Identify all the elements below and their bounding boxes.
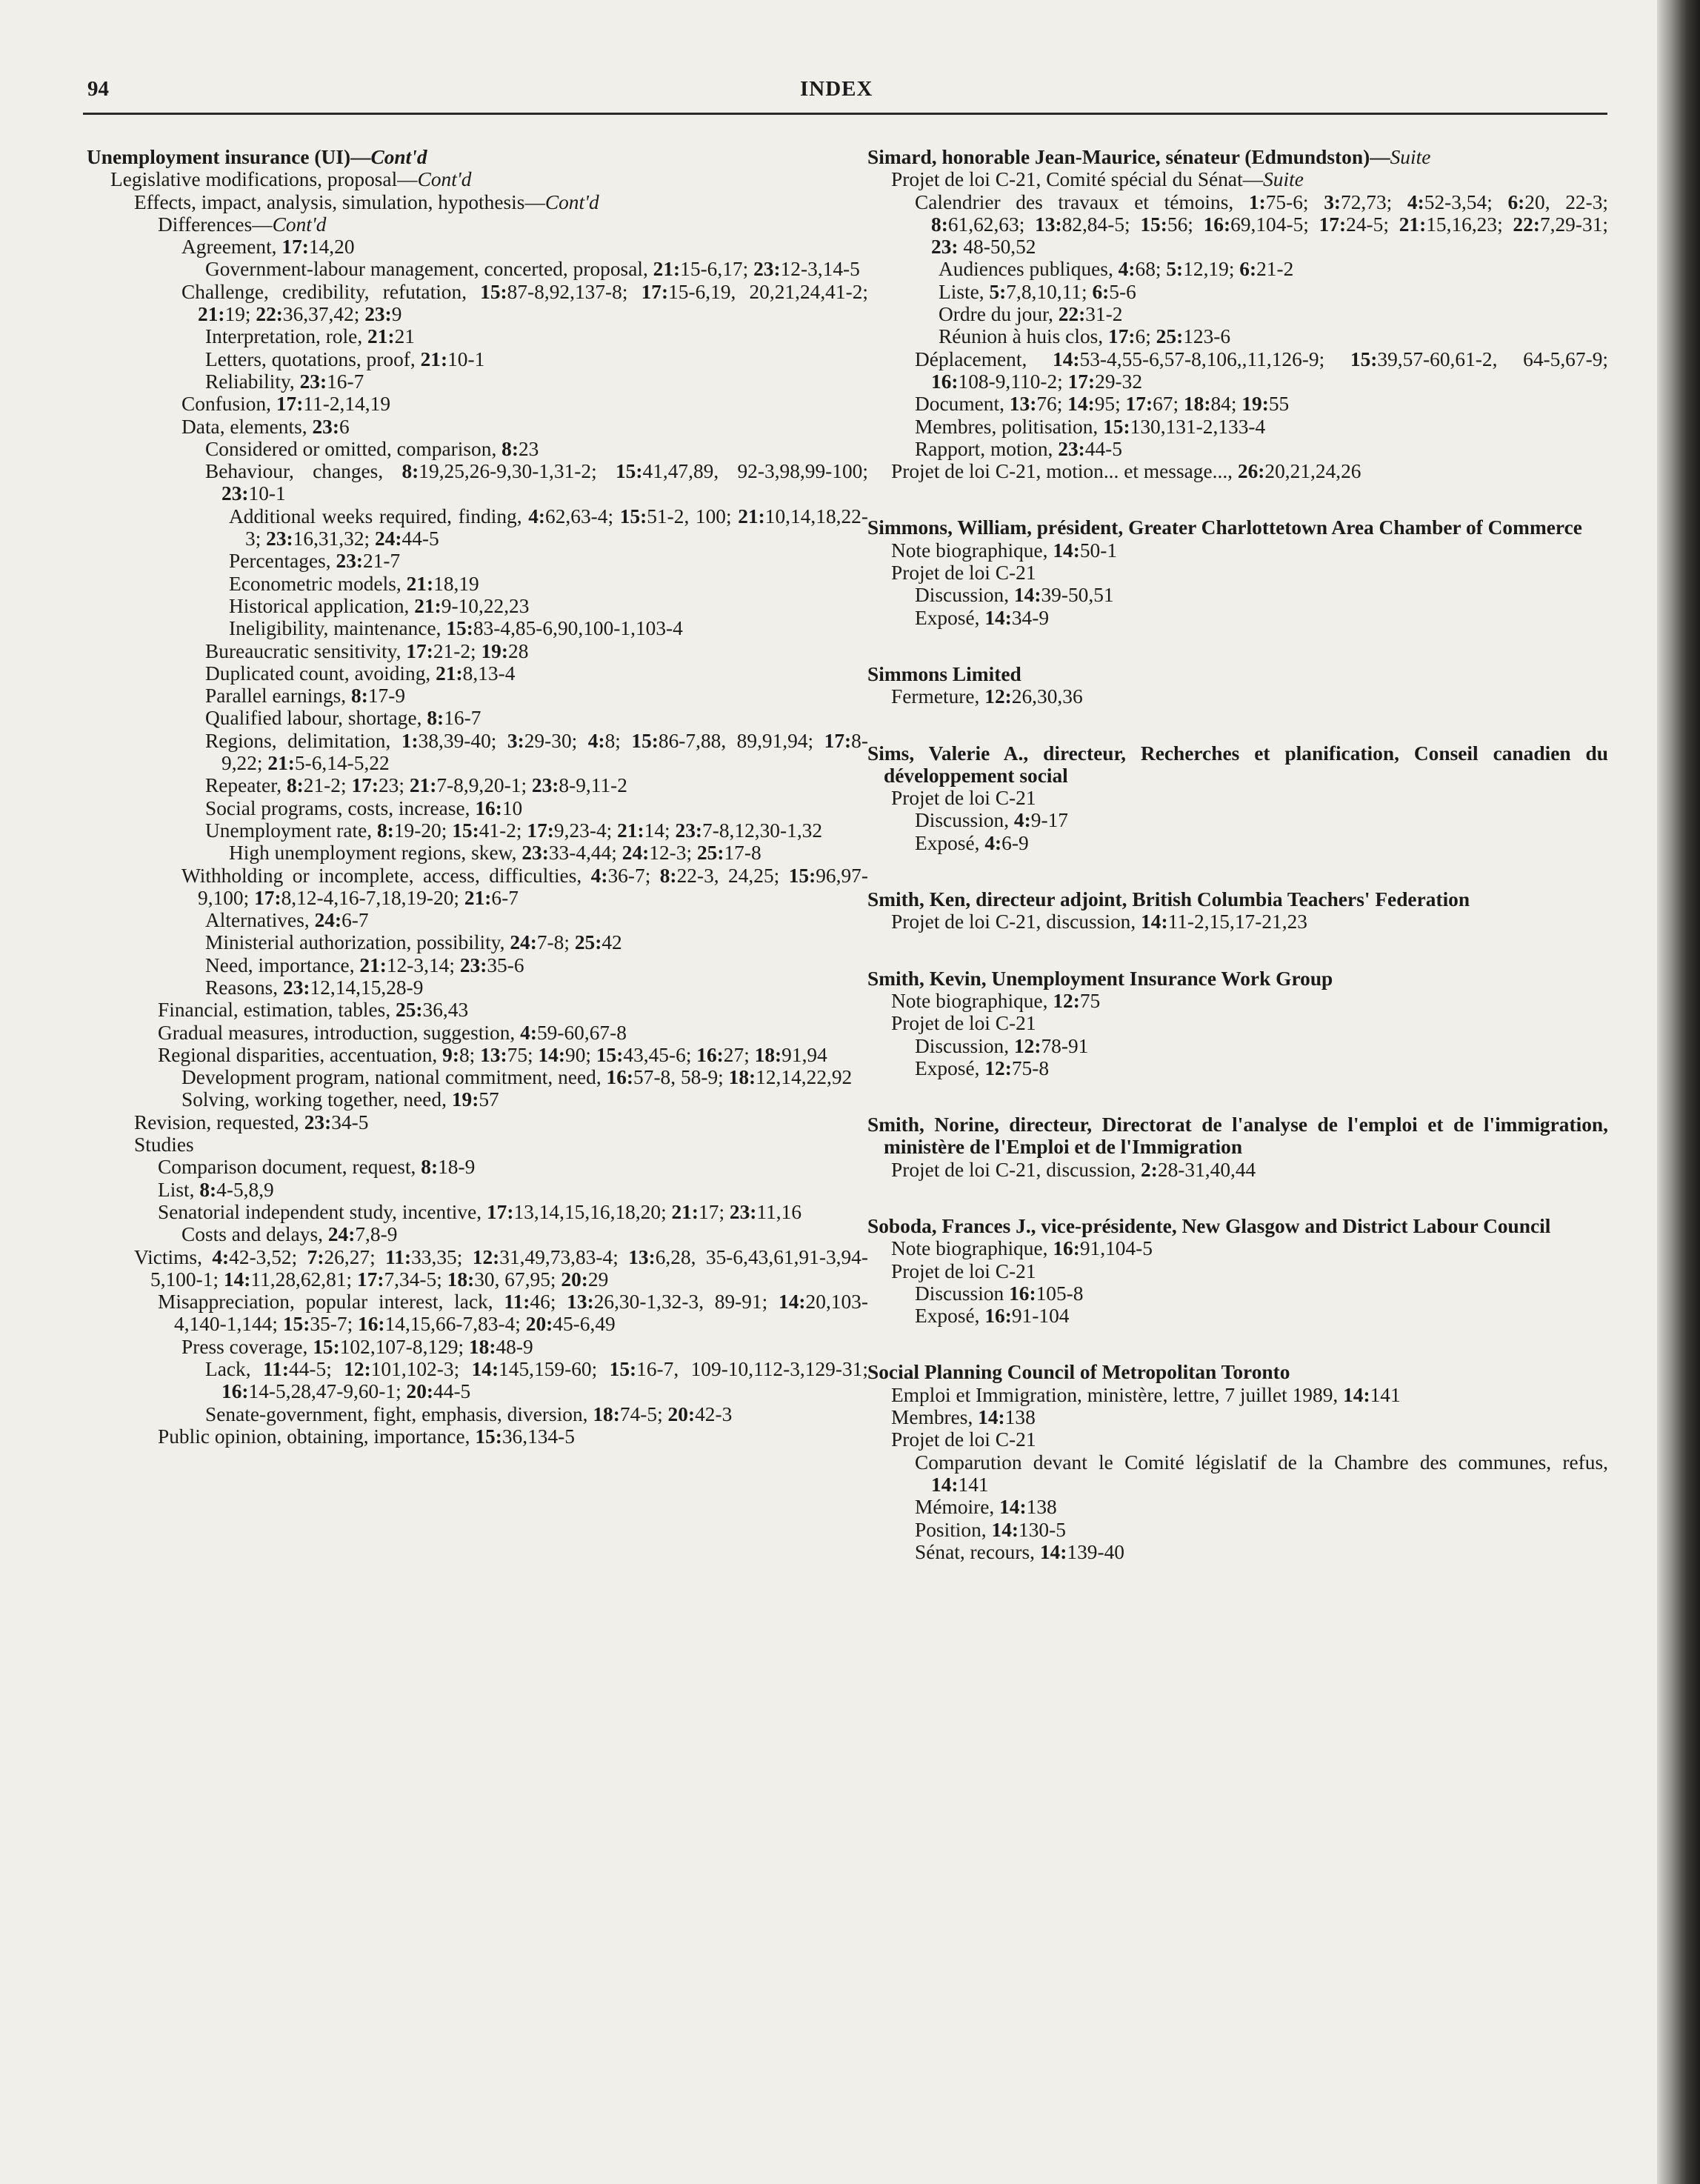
index-subentry: Exposé, 4:6-9 — [915, 831, 1029, 854]
entry-gap — [867, 482, 1608, 516]
index-subentry: Effects, impact, analysis, simulation, hypothesis—Cont'd — [134, 190, 599, 213]
index-subentry: Interpretation, role, 21:21 — [205, 325, 415, 348]
index-subentry: Econometric models, 21:18,19 — [229, 572, 479, 595]
index-subentry: Position, 14:130-5 — [915, 1518, 1066, 1541]
index-subentry: Déplacement, 14:53-4,55-6,57-8,106,,11,126-9; 15:39,57-60,61-2, 64-5,67-9; 16:108-9,110-2; 17:29-32 — [915, 347, 1608, 393]
index-subentry: Studies — [134, 1133, 194, 1156]
index-subentry: Projet de loi C-21, discussion, 14:11-2,15,17-21,23 — [891, 910, 1307, 933]
index-subentry: Emploi et Immigration, ministère, lettre, 7 juillet 1989, 14:141 — [891, 1383, 1401, 1406]
index-subentry: Mémoire, 14:138 — [915, 1496, 1057, 1519]
index-subentry: Projet de loi C-21 — [891, 787, 1036, 810]
index-subentry: Projet de loi C-21, Comité spécial du Sénat—Suite — [891, 168, 1304, 191]
index-heading: Simmons Limited — [867, 662, 1021, 685]
index-subentry: Withholding or incomplete, access, difficulties, 4:36-7; 8:22-3, 24,25; 15:96,97-9,100; 17:8,12-4,16-7,18,19-20; 21:6-7 — [181, 864, 868, 909]
index-subentry: Victims, 4:42-3,52; 7:26,27; 11:33,35; 12:31,49,73,83-4; 13:6,28, 35-6,43,61,91-3,94-5,100-1; 14:11,28,62,81; 17:7,34-5; 18:30, 67,95; 20:29 — [134, 1245, 868, 1291]
index-subentry: Reasons, 23:12,14,15,28-9 — [205, 976, 424, 999]
index-column-left — [87, 146, 868, 1448]
index-subentry: List, 8:4-5,8,9 — [158, 1178, 274, 1201]
index-subentry: Exposé, 12:75-8 — [915, 1056, 1050, 1079]
index-subentry: Regions, delimitation, 1:38,39-40; 3:29-30; 4:8; 15:86-7,88, 89,91,94; 17:8-9,22; 21:5-6,14-5,22 — [205, 729, 868, 775]
index-subentry: Exposé, 14:34-9 — [915, 606, 1050, 629]
index-subentry: Duplicated count, avoiding, 21:8,13-4 — [205, 662, 516, 685]
index-subentry: Calendrier des travaux et témoins, 1:75-6; 3:72,73; 4:52-3,54; 6:20, 22-3; 8:61,62,63; 13:82,84-5; 15:56; 16:69,104-5; 17:24-5; 21:15,16,23; 22:7,29-31; 23: 48-50,52 — [915, 190, 1609, 259]
index-subentry: Comparution devant le Comité législatif de la Chambre des communes, refus, 14:141 — [915, 1451, 1608, 1496]
index-subentry: Financial, estimation, tables, 25:36,43 — [158, 999, 469, 1022]
index-subentry: Need, importance, 21:12-3,14; 23:35-6 — [205, 953, 524, 976]
entry-gap — [867, 629, 1608, 663]
entry-gap — [867, 1181, 1608, 1215]
index-subentry: Note biographique, 14:50-1 — [891, 539, 1118, 562]
index-subentry: Social programs, costs, increase, 16:10 — [205, 796, 523, 819]
index-subentry: Unemployment rate, 8:19-20; 15:41-2; 17:9,23-4; 21:14; 23:7-8,12,30-1,32 — [205, 819, 823, 842]
index-subentry: Government-labour management, concerted, proposal, 21:15-6,17; 23:12-3,14-5 — [205, 258, 860, 281]
index-heading: Simmons, William, président, Greater Charlottetown Area Chamber of Commerce — [867, 516, 1582, 539]
index-subentry: Differences—Cont'd — [158, 213, 327, 236]
index-heading: Smith, Norine, directeur, Directorat de l'analyse de l'emploi et de l'immigration, ministère de l'Emploi et de l'Immigration — [867, 1113, 1608, 1159]
index-subentry: Note biographique, 12:75 — [891, 989, 1101, 1012]
index-subentry: Discussion, 4:9-17 — [915, 809, 1068, 832]
index-heading: Social Planning Council of Metropolitan Toronto — [867, 1361, 1290, 1384]
index-subentry: Discussion, 12:78-91 — [915, 1034, 1089, 1057]
index-subentry: Fermeture, 12:26,30,36 — [891, 685, 1083, 708]
index-subentry: Projet de loi C-21 — [891, 562, 1036, 585]
index-subentry: Data, elements, 23:6 — [181, 415, 350, 438]
index-subentry: Ordre du jour, 22:31-2 — [939, 303, 1123, 326]
index-subentry: Press coverage, 15:102,107-8,129; 18:48-9 — [181, 1335, 533, 1358]
index-subentry: Membres, politisation, 15:130,131-2,133-4 — [915, 415, 1266, 438]
index-subentry: Development program, national commitment, need, 16:57-8, 58-9; 18:12,14,22,92 — [181, 1066, 853, 1089]
index-subentry: Senatorial independent study, incentive, 17:13,14,15,16,18,20; 21:17; 23:11,16 — [158, 1200, 802, 1223]
index-subentry: Exposé, 16:91-104 — [915, 1305, 1070, 1328]
index-subentry: Qualified labour, shortage, 8:16-7 — [205, 707, 481, 730]
header-rule — [83, 113, 1607, 115]
index-subentry: Additional weeks required, finding, 4:62,63-4; 15:51-2, 100; 21:10,14,18,22-3; 23:16,31,32; 24:44-5 — [229, 505, 868, 550]
index-subentry: Audiences publiques, 4:68; 5:12,19; 6:21-2 — [939, 258, 1294, 281]
index-subentry: Public opinion, obtaining, importance, 15:36,134-5 — [158, 1425, 575, 1448]
index-subentry: Solving, working together, need, 19:57 — [181, 1088, 499, 1111]
index-subentry: Behaviour, changes, 8:19,25,26-9,30-1,31-2; 15:41,47,89, 92-3,98,99-100; 23:10-1 — [205, 460, 868, 505]
index-subentry: Document, 13:76; 14:95; 17:67; 18:84; 19:55 — [915, 393, 1290, 416]
index-subentry: Comparison document, request, 8:18-9 — [158, 1156, 476, 1179]
index-subentry: Projet de loi C-21 — [891, 1259, 1036, 1282]
index-column-right — [867, 146, 1608, 1563]
index-subentry: Projet de loi C-21 — [891, 1428, 1036, 1451]
index-subentry: Discussion, 14:39-50,51 — [915, 584, 1114, 607]
index-heading: Sims, Valerie A., directeur, Recherches et planification, Conseil canadien du développement social — [867, 742, 1608, 787]
index-subentry: Costs and delays, 24:7,8-9 — [181, 1223, 398, 1246]
index-subentry: Membres, 14:138 — [891, 1406, 1036, 1429]
index-heading: Unemployment insurance (UI)—Cont'd — [87, 146, 427, 168]
index-subentry: Discussion 16:105-8 — [915, 1282, 1084, 1305]
index-subentry: Agreement, 17:14,20 — [181, 236, 355, 259]
index-subentry: Percentages, 23:21-7 — [229, 550, 401, 573]
index-subentry: Legislative modifications, proposal—Cont'd — [110, 168, 472, 191]
page-number: 94 — [87, 77, 109, 101]
entry-gap — [867, 1079, 1608, 1113]
index-subentry: Regional disparities, accentuation, 9:8; 13:75; 14:90; 15:43,45-6; 16:27; 18:91,94 — [158, 1043, 827, 1066]
index-subentry: Senate-government, fight, emphasis, diversion, 18:74-5; 20:42-3 — [205, 1402, 733, 1425]
index-subentry: Historical application, 21:9-10,22,23 — [229, 594, 530, 617]
index-subentry: Ineligibility, maintenance, 15:83-4,85-6,90,100-1,103-4 — [229, 617, 683, 640]
index-subentry: Liste, 5:7,8,10,11; 6:5-6 — [939, 280, 1136, 303]
index-subentry: Reliability, 23:16-7 — [205, 370, 364, 393]
index-subentry: Revision, requested, 23:34-5 — [134, 1111, 369, 1133]
index-subentry: Repeater, 8:21-2; 17:23; 21:7-8,9,20-1; 23:8-9,11-2 — [205, 774, 627, 797]
index-subentry: Rapport, motion, 23:44-5 — [915, 437, 1122, 460]
entry-gap — [867, 854, 1608, 888]
running-title: INDEX — [800, 77, 873, 101]
index-heading: Smith, Kevin, Unemployment Insurance Work Group — [867, 967, 1333, 990]
index-subentry: Ministerial authorization, possibility, 24:7-8; 25:42 — [205, 931, 622, 954]
index-subentry: Gradual measures, introduction, suggestion, 4:59-60,67-8 — [158, 1021, 627, 1044]
index-subentry: Projet de loi C-21, discussion, 2:28-31,40,44 — [891, 1158, 1256, 1181]
index-subentry: Alternatives, 24:6-7 — [205, 909, 369, 932]
entry-gap — [867, 1327, 1608, 1361]
index-heading: Soboda, Frances J., vice-présidente, New Glasgow and District Labour Council — [867, 1214, 1551, 1237]
entry-gap — [867, 933, 1608, 968]
entry-gap — [867, 708, 1608, 742]
index-subentry: Considered or omitted, comparison, 8:23 — [205, 437, 539, 460]
index-subentry: Projet de loi C-21 — [891, 1012, 1036, 1035]
index-subentry: High unemployment regions, skew, 23:33-4,44; 24:12-3; 25:17-8 — [229, 842, 761, 865]
index-subentry: Projet de loi C-21, motion... et message..., 26:20,21,24,26 — [891, 460, 1361, 483]
index-heading: Smith, Ken, directeur adjoint, British Columbia Teachers' Federation — [867, 888, 1470, 911]
index-subentry: Lack, 11:44-5; 12:101,102-3; 14:145,159-60; 15:16-7, 109-10,112-3,129-31; 16:14-5,28,47-9,60-1; 20:44-5 — [205, 1358, 868, 1403]
index-subentry: Parallel earnings, 8:17-9 — [205, 685, 406, 708]
index-subentry: Bureaucratic sensitivity, 17:21-2; 19:28 — [205, 639, 529, 662]
index-subentry: Sénat, recours, 14:139-40 — [915, 1540, 1124, 1563]
index-subentry: Misappreciation, popular interest, lack, 11:46; 13:26,30-1,32-3, 89-91; 14:20,103-4,140-1,144; 15:35-7; 16:14,15,66-7,83-4; 20:45-6,49 — [158, 1291, 868, 1336]
index-subentry: Letters, quotations, proof, 21:10-1 — [205, 347, 485, 370]
index-subentry: Réunion à huis clos, 17:6; 25:123-6 — [939, 325, 1231, 348]
index-subentry: Note biographique, 16:91,104-5 — [891, 1237, 1153, 1260]
page-edge-shadow — [1657, 0, 1700, 2184]
index-subentry: Challenge, credibility, refutation, 15:87-8,92,137-8; 17:15-6,19, 20,21,24,41-2; 21:19; 22:36,37,42; 23:9 — [181, 280, 868, 326]
index-subentry: Confusion, 17:11-2,14,19 — [181, 393, 391, 416]
index-heading: Simard, honorable Jean-Maurice, sénateur (Edmundston)—Suite — [867, 146, 1431, 168]
